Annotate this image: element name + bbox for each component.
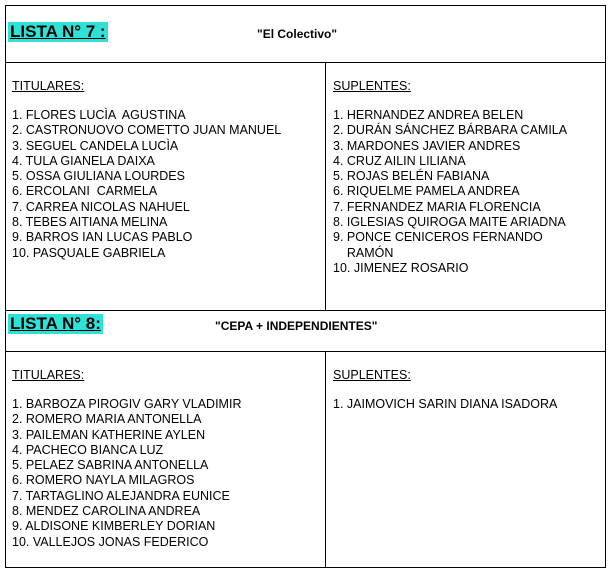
list-item: 3. SEGUEL CANDELA LUCÌA <box>12 138 179 153</box>
table-border-top <box>5 5 606 6</box>
list-8-title: LISTA N° 8: <box>10 314 101 333</box>
list-item: 1. FLORES LUCÌA AGUSTINA <box>12 108 186 122</box>
list-item: 3. PAILEMAN KATHERINE AYLEN <box>12 427 206 442</box>
list-7-suplentes <box>333 108 567 276</box>
table-divider <box>5 351 606 352</box>
list-item: 10. VALLEJOS JONAS FEDERICO <box>12 534 209 549</box>
list-7-titulares-heading: TITULARES: <box>12 79 85 93</box>
list-7-suplentes-heading: SUPLENTES: <box>333 79 411 93</box>
list-item: 1. BARBOZA PIROGIV GARY VLADIMIR <box>12 397 242 411</box>
list-item: 7. CARREA NICOLAS NAHUEL <box>12 199 190 214</box>
list-7-title: LISTA N° 7 : <box>10 22 106 41</box>
list-8-titulares <box>12 397 241 550</box>
list-item: 6. ROMERO NAYLA MILAGROS <box>12 473 195 488</box>
list-7-titulares <box>12 108 281 261</box>
list-item: 3. MARDONES JAVIER ANDRES <box>333 138 521 153</box>
list-item: 7. FERNANDEZ MARIA FLORENCIA <box>333 199 541 214</box>
list-item: 1. HERNANDEZ ANDREA BELEN <box>333 108 524 122</box>
list-8-suplentes-heading: SUPLENTES: <box>333 368 411 382</box>
table-divider <box>5 310 606 311</box>
list-item: 7. TARTAGLINO ALEJANDRA EUNICE <box>12 488 230 503</box>
list-item: 4. CRUZ AILIN LILIANA <box>333 153 466 168</box>
list-7-name: "El Colectivo" <box>257 27 338 41</box>
list-item: 8. TEBES AITIANA MELINA <box>12 215 168 230</box>
column-divider <box>325 62 326 310</box>
list-8-suplentes <box>333 397 557 412</box>
list-item: 5. OSSA GIULIANA LOURDES <box>12 169 185 184</box>
list-item: 4. TULA GIANELA DAIXA <box>12 153 155 168</box>
list-item: 6. RIQUELME PAMELA ANDREA <box>333 184 520 199</box>
list-item: 10. PASQUALE GABRIELA <box>12 245 166 260</box>
table-border-bottom <box>5 567 606 568</box>
list-item: 8. MENDEZ CAROLINA ANDREA <box>12 504 201 519</box>
list-item: 1. JAIMOVICH SARIN DIANA ISADORA <box>333 397 558 411</box>
list-item: 2. DURÁN SÁNCHEZ BÁRBARA CAMILA <box>333 123 568 138</box>
list-item: 9. ALDISONE KIMBERLEY DORIAN <box>12 519 216 534</box>
column-divider <box>325 351 326 567</box>
list-item: 2. CASTRONUOVO COMETTO JUAN MANUEL <box>12 123 282 138</box>
list-item: 5. PELAEZ SABRINA ANTONELLA <box>12 458 209 473</box>
table-divider <box>5 62 606 63</box>
table-border-right <box>605 5 606 568</box>
list-item: 9. BARROS IAN LUCAS PABLO <box>12 230 193 245</box>
list-item: 4. PACHECO BIANCA LUZ <box>12 442 164 457</box>
table-border-left <box>5 5 6 568</box>
list-item: 5. ROJAS BELÉN FABIANA <box>333 169 490 184</box>
list-item: 8. IGLESIAS QUIROGA MAITE ARIADNA <box>333 215 566 230</box>
list-item: 9. PONCE CENICEROS FERNANDO RAMÓN <box>333 230 543 260</box>
list-item: 6. ERCOLANI CARMELA <box>12 184 158 199</box>
electoral-lists-document <box>5 5 606 568</box>
list-8-name: "CEPA + INDEPENDIENTES" <box>215 319 378 333</box>
list-item: 2. ROMERO MARIA ANTONELLA <box>12 412 202 427</box>
list-item: 10. JIMENEZ ROSARIO <box>333 260 469 275</box>
list-8-titulares-heading: TITULARES: <box>12 368 85 382</box>
